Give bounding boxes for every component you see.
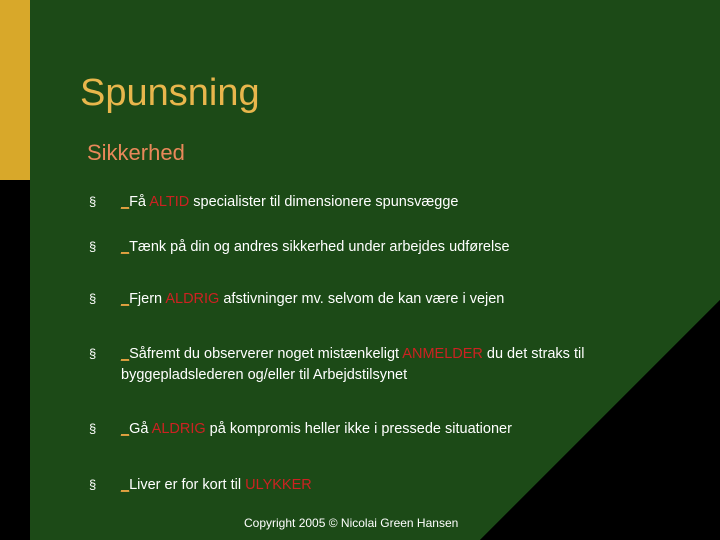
bullet-icon: § — [89, 477, 97, 492]
item-highlight: ULYKKER — [245, 477, 312, 493]
item-text-after: du det straks til byggepladslederen og/eller til Arbejdstilsynet — [121, 346, 585, 383]
bullet-icon: § — [89, 291, 97, 306]
list-marker: _ — [121, 194, 130, 210]
item-highlight: ALDRIG — [165, 291, 220, 307]
slide-subtitle: Sikkerhed — [87, 140, 185, 165]
bullet-icon: § — [89, 239, 97, 254]
item-text-after: specialister til dimensionere spunsvægge — [189, 194, 459, 210]
slide-title: Spunsning — [80, 72, 260, 114]
item-text: Tænk på din og andres sikkerhed under arbejdes udførelse — [129, 239, 510, 255]
list-item — [121, 344, 681, 386]
list-marker: _ — [121, 421, 130, 437]
list-item — [121, 419, 681, 440]
item-highlight: ANMELDER — [402, 346, 483, 362]
item-text: Fjern — [129, 291, 166, 307]
bullet-icon: § — [89, 346, 97, 361]
list-marker: _ — [121, 477, 130, 493]
copyright-footer: Copyright 2005 © Nicolai Green Hansen — [244, 516, 459, 530]
list-marker: _ — [121, 291, 130, 307]
item-text-after: på kompromis heller ikke i pressede situationer — [205, 421, 512, 437]
gold-corner-accent — [0, 0, 30, 180]
list-item — [121, 237, 681, 258]
list-marker: _ — [121, 346, 130, 362]
list-marker: _ — [121, 239, 130, 255]
item-highlight: ALTID — [149, 194, 190, 210]
item-highlight: ALDRIG — [151, 421, 206, 437]
list-item — [121, 289, 681, 310]
item-text: Såfremt du observerer noget mistænkeligt — [129, 346, 403, 362]
list-item — [121, 475, 681, 496]
item-text: Gå — [129, 421, 152, 437]
bullet-icon: § — [89, 421, 97, 436]
bullet-icon: § — [89, 194, 97, 209]
item-text: Liver er for kort til — [129, 477, 246, 493]
item-text: Få — [129, 194, 150, 210]
list-item — [121, 192, 681, 213]
item-text-after: afstivninger mv. selvom de kan være i vejen — [219, 291, 505, 307]
